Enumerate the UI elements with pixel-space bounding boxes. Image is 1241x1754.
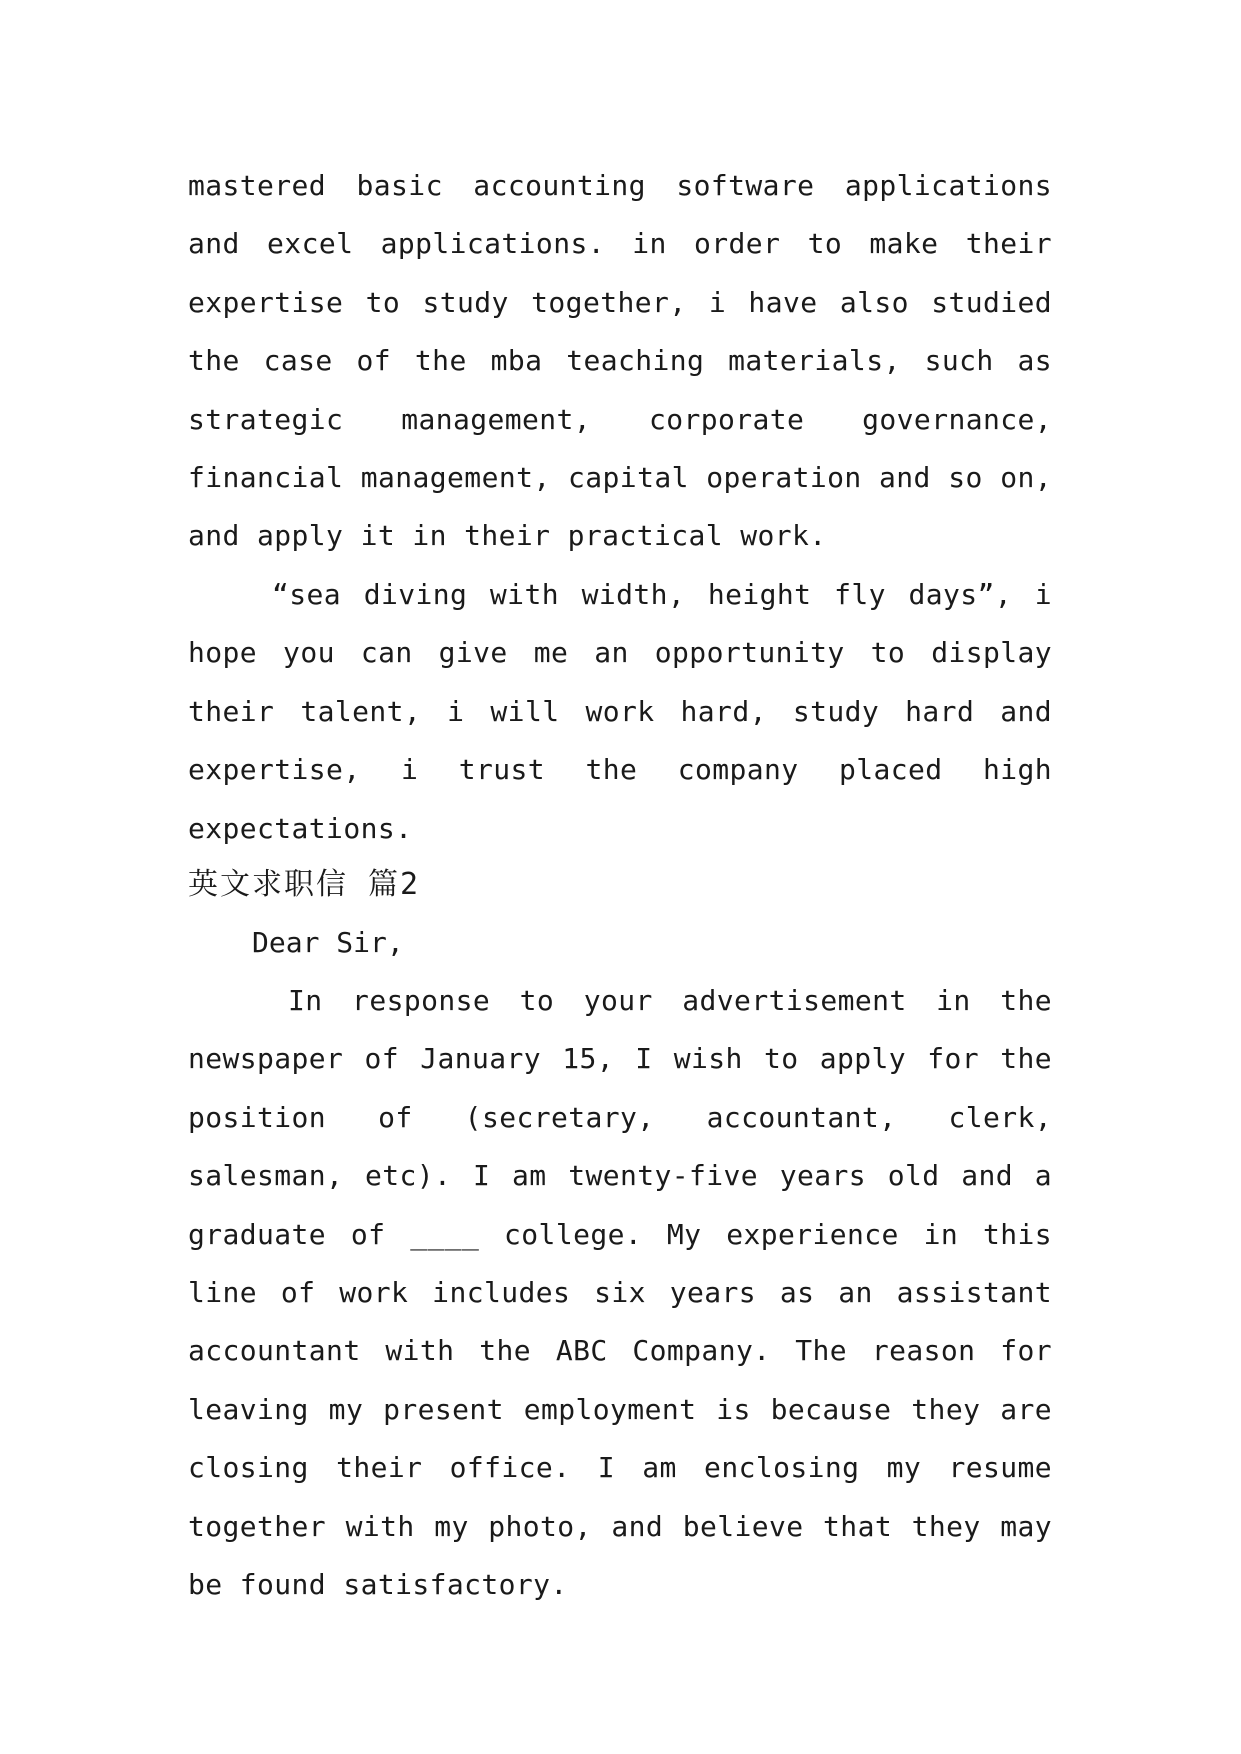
salutation: Dear Sir, <box>252 926 404 959</box>
paragraph-opportunity: “sea diving with width, height fly days”, i hope you can give me an opportunity to display their talent, i will work hard, study hard and expertise, i trust the company placed high expectations. <box>188 578 1052 845</box>
paragraph-accounting-skills: mastered basic accounting software applications and excel applications. in order to make their expertise to study together, i have also studied the case of the mba teaching materials, such as strategic management, corporate governance, financial management, capital operation and so on, and apply it in their practical work. <box>188 169 1052 553</box>
section-heading: 英文求职信 篇2 <box>188 867 421 902</box>
paragraph-application: In response to your advertisement in the newspaper of January 15, I wish to apply for the position of (secretary, accountant, clerk, salesman, etc). I am twenty-five years old and a graduate of ____ college. My experience in this line of work includes six years as an assistant accountant with the ABC Company. The reason for leaving my present employment is because they are closing their office. I am enclosing my resume together with my photo, and believe that they may be found satisfactory. <box>188 984 1052 1602</box>
